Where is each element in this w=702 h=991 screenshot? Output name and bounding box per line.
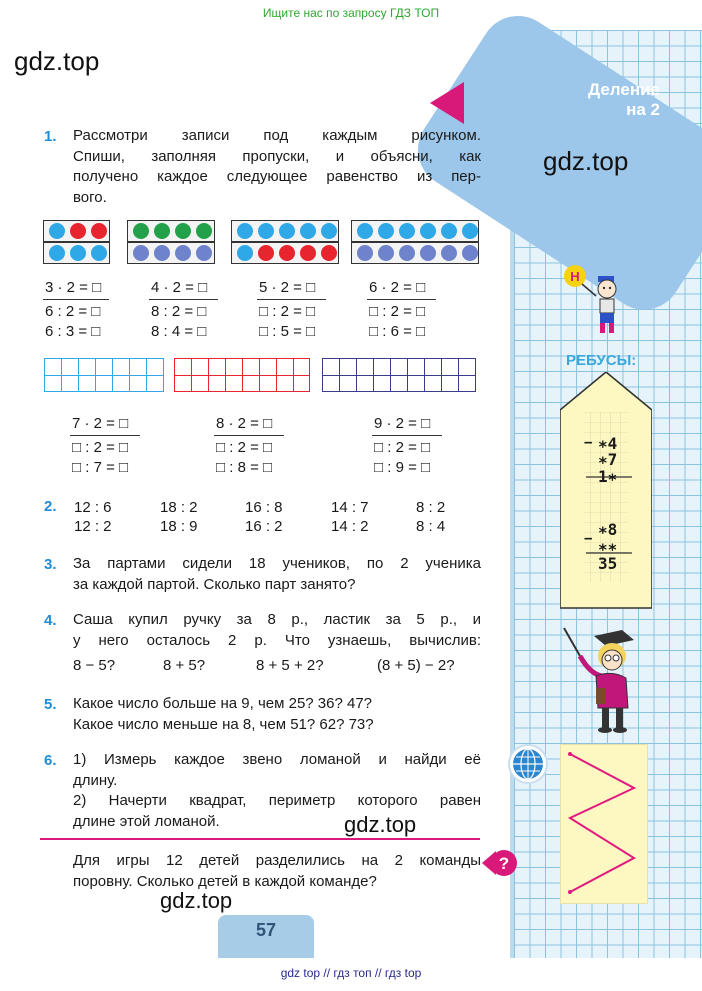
eq-g6-top: 8 · 2 = □ bbox=[216, 415, 273, 432]
eq-g6-line bbox=[214, 435, 284, 436]
task2-pair1-bot: 12 : 2 bbox=[74, 518, 112, 535]
eq-g5-line bbox=[70, 435, 140, 436]
eq-g5-bot: □ : 7 = □ bbox=[72, 459, 129, 476]
stripe-purple bbox=[322, 358, 476, 392]
task2-number: 2. bbox=[44, 498, 57, 515]
eq-g6-mid: □ : 2 = □ bbox=[216, 439, 273, 456]
rebus-card bbox=[560, 372, 652, 612]
task2-pair4-top: 14 : 7 bbox=[331, 499, 369, 516]
watermark-4: gdz.top bbox=[160, 888, 233, 913]
watermark-3: gdz.top bbox=[344, 812, 417, 837]
dot-card-1 bbox=[43, 220, 110, 264]
eq-g4-line bbox=[367, 299, 436, 300]
eq-g3-bot: □ : 5 = □ bbox=[259, 323, 316, 340]
eq-g7-line bbox=[372, 435, 442, 436]
helper-character-icon bbox=[560, 262, 630, 334]
task1-line2: Спиши, заполняя пропуски, и объясни, как bbox=[73, 147, 481, 165]
stripe-blue bbox=[44, 358, 164, 392]
task6-line4: длине этой ломаной. bbox=[73, 812, 220, 830]
rebus1-b: ∗7 bbox=[598, 450, 618, 469]
rebus1-minus: − bbox=[584, 435, 593, 451]
topic-title bbox=[560, 80, 660, 120]
task2-pair3-top: 16 : 8 bbox=[245, 499, 283, 516]
polyline-icon bbox=[560, 744, 648, 904]
eq-g1-mid: 6 : 2 = □ bbox=[45, 303, 101, 320]
task4-expr4: (8 + 5) − 2? bbox=[377, 657, 455, 674]
topic-title-line1: Деление bbox=[588, 80, 660, 99]
eq-g3-line bbox=[257, 299, 326, 300]
task2-pair5-bot: 8 : 4 bbox=[416, 518, 446, 535]
eq-g5-mid: □ : 2 = □ bbox=[72, 439, 129, 456]
rebus1-a: ∗4 bbox=[598, 434, 618, 453]
eq-g6-bot: □ : 8 = □ bbox=[216, 459, 273, 476]
eq-g1-top: 3 · 2 = □ bbox=[45, 279, 102, 296]
bonus-line1: Для игры 12 детей разделились на 2 команды bbox=[73, 852, 481, 869]
dot-card-4 bbox=[351, 220, 479, 264]
task2-pair1-top: 12 : 6 bbox=[74, 499, 112, 516]
helper-letter: Н bbox=[570, 269, 580, 284]
eq-g2-top: 4 · 2 = □ bbox=[151, 279, 208, 296]
task2-pair2-top: 18 : 2 bbox=[160, 499, 198, 516]
topic-title-line2: на 2 bbox=[626, 100, 660, 119]
task1-line1: Рассмотри записи под каждым рисунком. bbox=[73, 127, 481, 144]
task6-line2: длину. bbox=[73, 771, 118, 789]
rebus2-b: ∗∗ bbox=[598, 537, 618, 556]
task2-pair3-bot: 16 : 2 bbox=[245, 518, 283, 535]
page-number: 57 bbox=[218, 915, 314, 958]
eq-g1-bot: 6 : 3 = □ bbox=[45, 323, 101, 340]
question-badge-icon bbox=[482, 845, 518, 881]
task6-number: 6. bbox=[44, 752, 57, 769]
globe-icon bbox=[508, 744, 548, 784]
task3-number: 3. bbox=[44, 556, 57, 573]
stripe-red bbox=[174, 358, 310, 392]
task1-line3: получено каждое следующее равенство из пер- bbox=[73, 168, 481, 185]
dot-card-2 bbox=[127, 220, 215, 264]
watermark-2: gdz.top bbox=[543, 146, 629, 176]
task5-number: 5. bbox=[44, 696, 57, 713]
eq-g2-line bbox=[149, 299, 218, 300]
eq-g3-top: 5 · 2 = □ bbox=[259, 279, 316, 296]
task3-line2: за каждой партой. Сколько парт занято? bbox=[73, 575, 356, 593]
task5-line1: Какое число больше на 9, чем 25? 36? 47? bbox=[73, 695, 373, 712]
question-badge-mark: ? bbox=[498, 854, 510, 873]
task4-line2: у него осталось 2 р. Что узнаешь, вычислив: bbox=[73, 631, 481, 649]
task2-pair4-bot: 14 : 2 bbox=[331, 518, 369, 535]
rebus2-a: ∗8 bbox=[598, 520, 618, 539]
task1-number: 1. bbox=[44, 128, 57, 145]
task4-number: 4. bbox=[44, 612, 57, 629]
eq-g7-top: 9 · 2 = □ bbox=[374, 415, 431, 432]
task4-expr2: 8 + 5? bbox=[163, 657, 206, 674]
professor-icon bbox=[560, 626, 640, 734]
task6-line1: 1) Измерь каждое звено ломаной и найди её bbox=[73, 751, 481, 768]
eq-g2-bot: 8 : 4 = □ bbox=[151, 323, 207, 340]
eq-g7-mid: □ : 2 = □ bbox=[374, 439, 431, 456]
pink-triangle-icon bbox=[430, 82, 464, 124]
task2-pair2-bot: 18 : 9 bbox=[160, 518, 198, 535]
eq-g1-line bbox=[43, 299, 109, 300]
section-divider bbox=[40, 838, 480, 840]
task4-expr1: 8 − 5? bbox=[73, 657, 116, 674]
watermark-1: gdz.top bbox=[14, 46, 100, 76]
eq-g3-mid: □ : 2 = □ bbox=[259, 303, 316, 320]
rebus2-c: 35 bbox=[598, 554, 618, 573]
rebus1-c: 1∗ bbox=[598, 467, 618, 486]
task6-line3: 2) Начерти квадрат, периметр которого равен bbox=[73, 792, 481, 809]
task2-pair5-top: 8 : 2 bbox=[416, 499, 446, 516]
rebus2-minus: − bbox=[584, 531, 593, 547]
eq-g4-top: 6 · 2 = □ bbox=[369, 279, 426, 296]
bonus-line2: поровну. Сколько детей в каждой команде? bbox=[73, 872, 377, 890]
task4-line1: Саша купил ручку за 8 р., ластик за 5 р., и bbox=[73, 611, 481, 628]
task5-line2: Какое число меньше на 8, чем 51? 62? 73? bbox=[73, 715, 374, 733]
task4-expr3: 8 + 5 + 2? bbox=[256, 657, 324, 674]
top-banner: Ищите нас по запросу ГДЗ ТОП bbox=[262, 6, 440, 20]
dot-card-3 bbox=[231, 220, 339, 264]
eq-g5-top: 7 · 2 = □ bbox=[72, 415, 129, 432]
eq-g7-bot: □ : 9 = □ bbox=[374, 459, 431, 476]
eq-g2-mid: 8 : 2 = □ bbox=[151, 303, 207, 320]
task3-line1: За партами сидели 18 учеников, по 2 ученика bbox=[73, 555, 481, 572]
rebus-title: РЕБУСЫ: bbox=[566, 352, 637, 369]
task1-line4: вого. bbox=[73, 188, 107, 206]
bottom-banner: gdz top // гдз топ // гдз top bbox=[280, 966, 422, 980]
eq-g4-bot: □ : 6 = □ bbox=[369, 323, 426, 340]
eq-g4-mid: □ : 2 = □ bbox=[369, 303, 426, 320]
